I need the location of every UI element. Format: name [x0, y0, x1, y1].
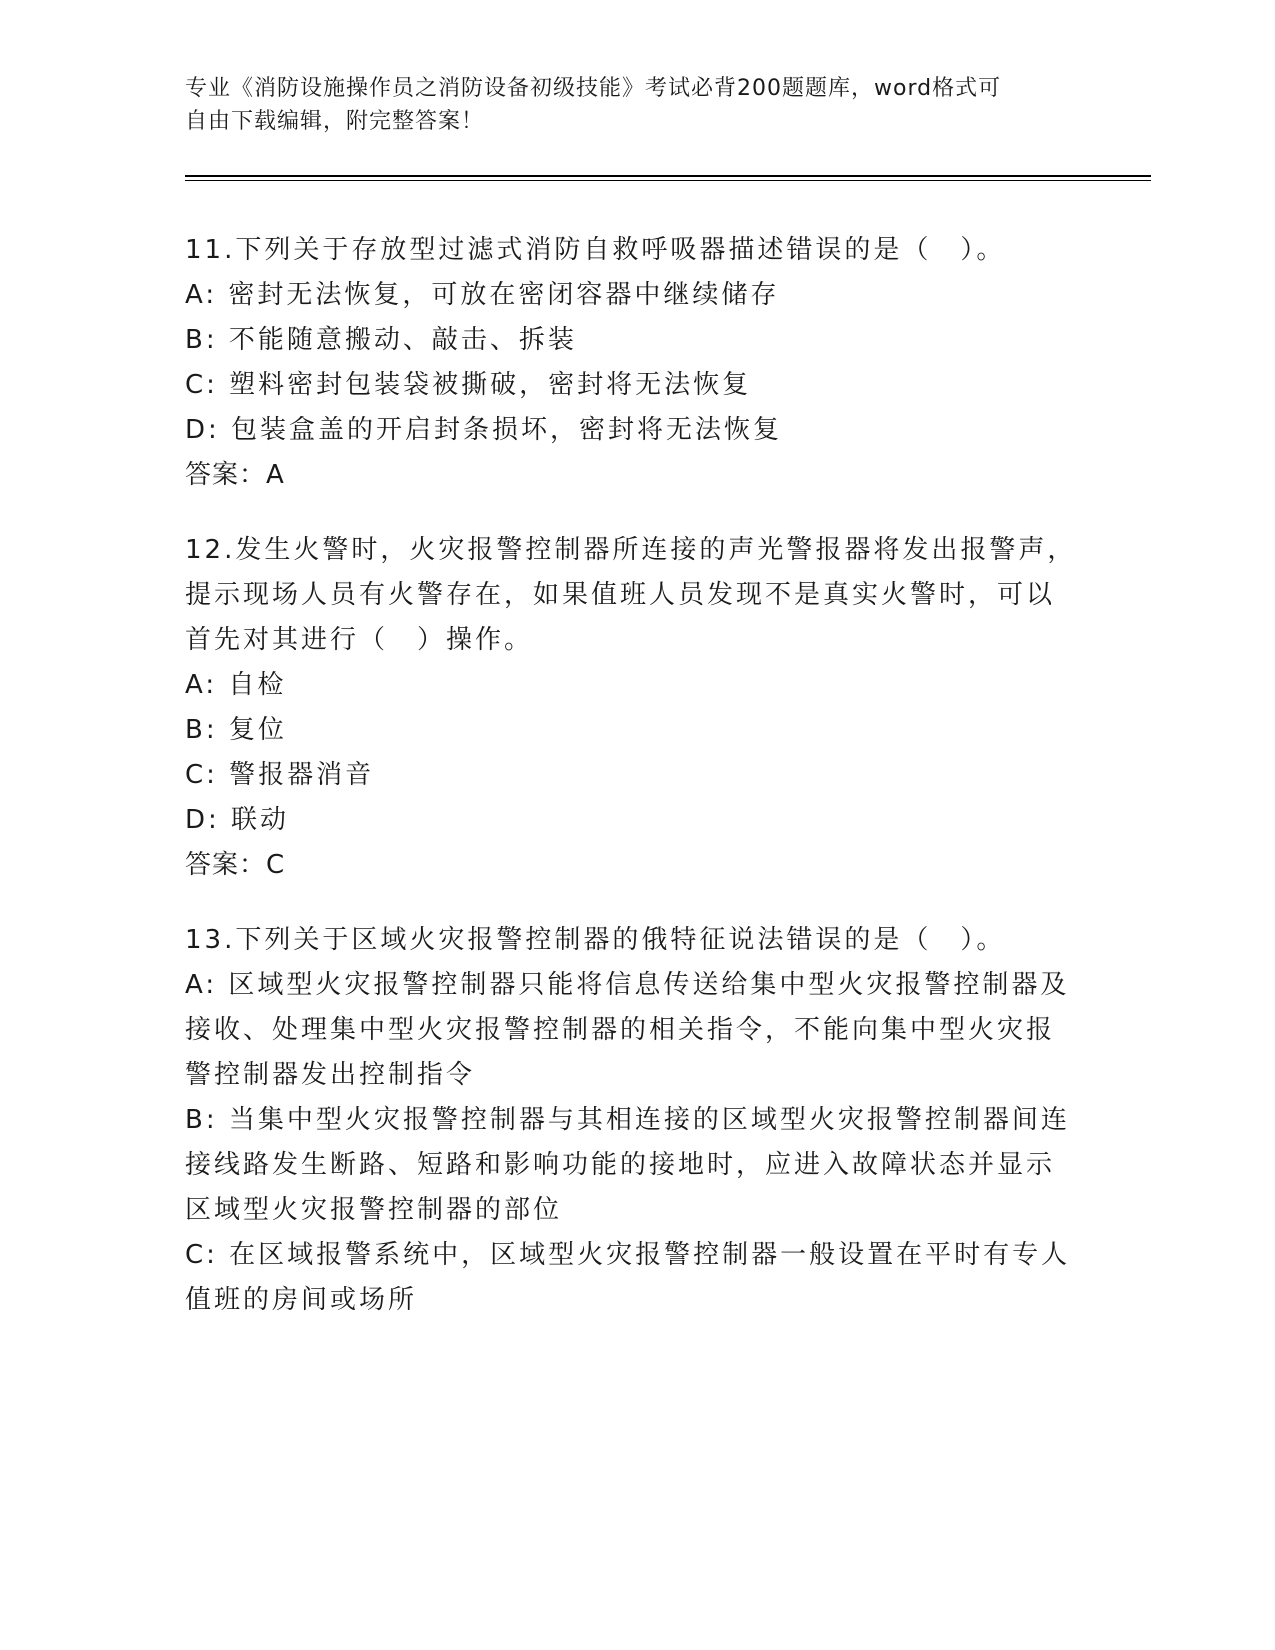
document-header [185, 72, 1065, 138]
option-a: A: 密封无法恢复，可放在密闭容器中继续储存 [185, 280, 780, 310]
question-11 [185, 228, 1085, 498]
question-stem: 11.下列关于存放型过滤式消防自救呼吸器描述错误的是（ ）。 [185, 235, 1006, 265]
question-list [185, 228, 1085, 1353]
option-b-line-3: 区域型火灾报警控制器的部位 [185, 1195, 563, 1225]
answer-line: 答案：A [185, 460, 285, 490]
header-line-2: 自由下载编辑，附完整答案！ [185, 109, 485, 134]
option-c-line-1: C: 在区域报警系统中，区域型火灾报警控制器一般设置在平时有专人 [185, 1240, 1071, 1270]
question-13 [185, 918, 1085, 1323]
option-c: C: 警报器消音 [185, 760, 375, 790]
option-b-line-1: B: 当集中型火灾报警控制器与其相连接的区域型火灾报警控制器间连 [185, 1105, 1070, 1135]
option-a-line-1: A: 区域型火灾报警控制器只能将信息传送给集中型火灾报警控制器及 [185, 970, 1070, 1000]
question-12 [185, 528, 1085, 888]
option-a-line-3: 警控制器发出控制指令 [185, 1060, 476, 1090]
question-stem-line-3: 首先对其进行（ ）操作。 [185, 625, 534, 655]
question-stem-line-1: 12.发生火警时，火灾报警控制器所连接的声光警报器将发出报警声， [185, 535, 1077, 565]
header-divider-thick [185, 175, 1151, 177]
option-c: C: 塑料密封包装袋被撕破，密封将无法恢复 [185, 370, 752, 400]
question-stem: 13.下列关于区域火灾报警控制器的俄特征说法错误的是（ ）。 [185, 925, 1006, 955]
option-b [185, 1098, 1085, 1233]
option-b: B: 复位 [185, 715, 287, 745]
option-d: D: 包装盒盖的开启封条损坏，密封将无法恢复 [185, 415, 783, 445]
option-d: D: 联动 [185, 805, 290, 835]
answer-line: 答案：C [185, 850, 286, 880]
question-stem-line-2: 提示现场人员有火警存在，如果值班人员发现不是真实火警时，可以 [185, 580, 1056, 610]
header-line-1: 专业《消防设施操作员之消防设备初级技能》考试必背200题题库，word格式可 [185, 76, 1002, 101]
header-divider-thin [185, 180, 1151, 181]
option-b: B: 不能随意搬动、敲击、拆装 [185, 325, 577, 355]
option-c [185, 1233, 1085, 1323]
option-a-line-2: 接收、处理集中型火灾报警控制器的相关指令，不能向集中型火灾报 [185, 1015, 1056, 1045]
option-c-line-2: 值班的房间或场所 [185, 1285, 418, 1315]
option-a [185, 963, 1085, 1098]
option-a: A: 自检 [185, 670, 287, 700]
option-b-line-2: 接线路发生断路、短路和影响功能的接地时，应进入故障状态并显示 [185, 1150, 1056, 1180]
